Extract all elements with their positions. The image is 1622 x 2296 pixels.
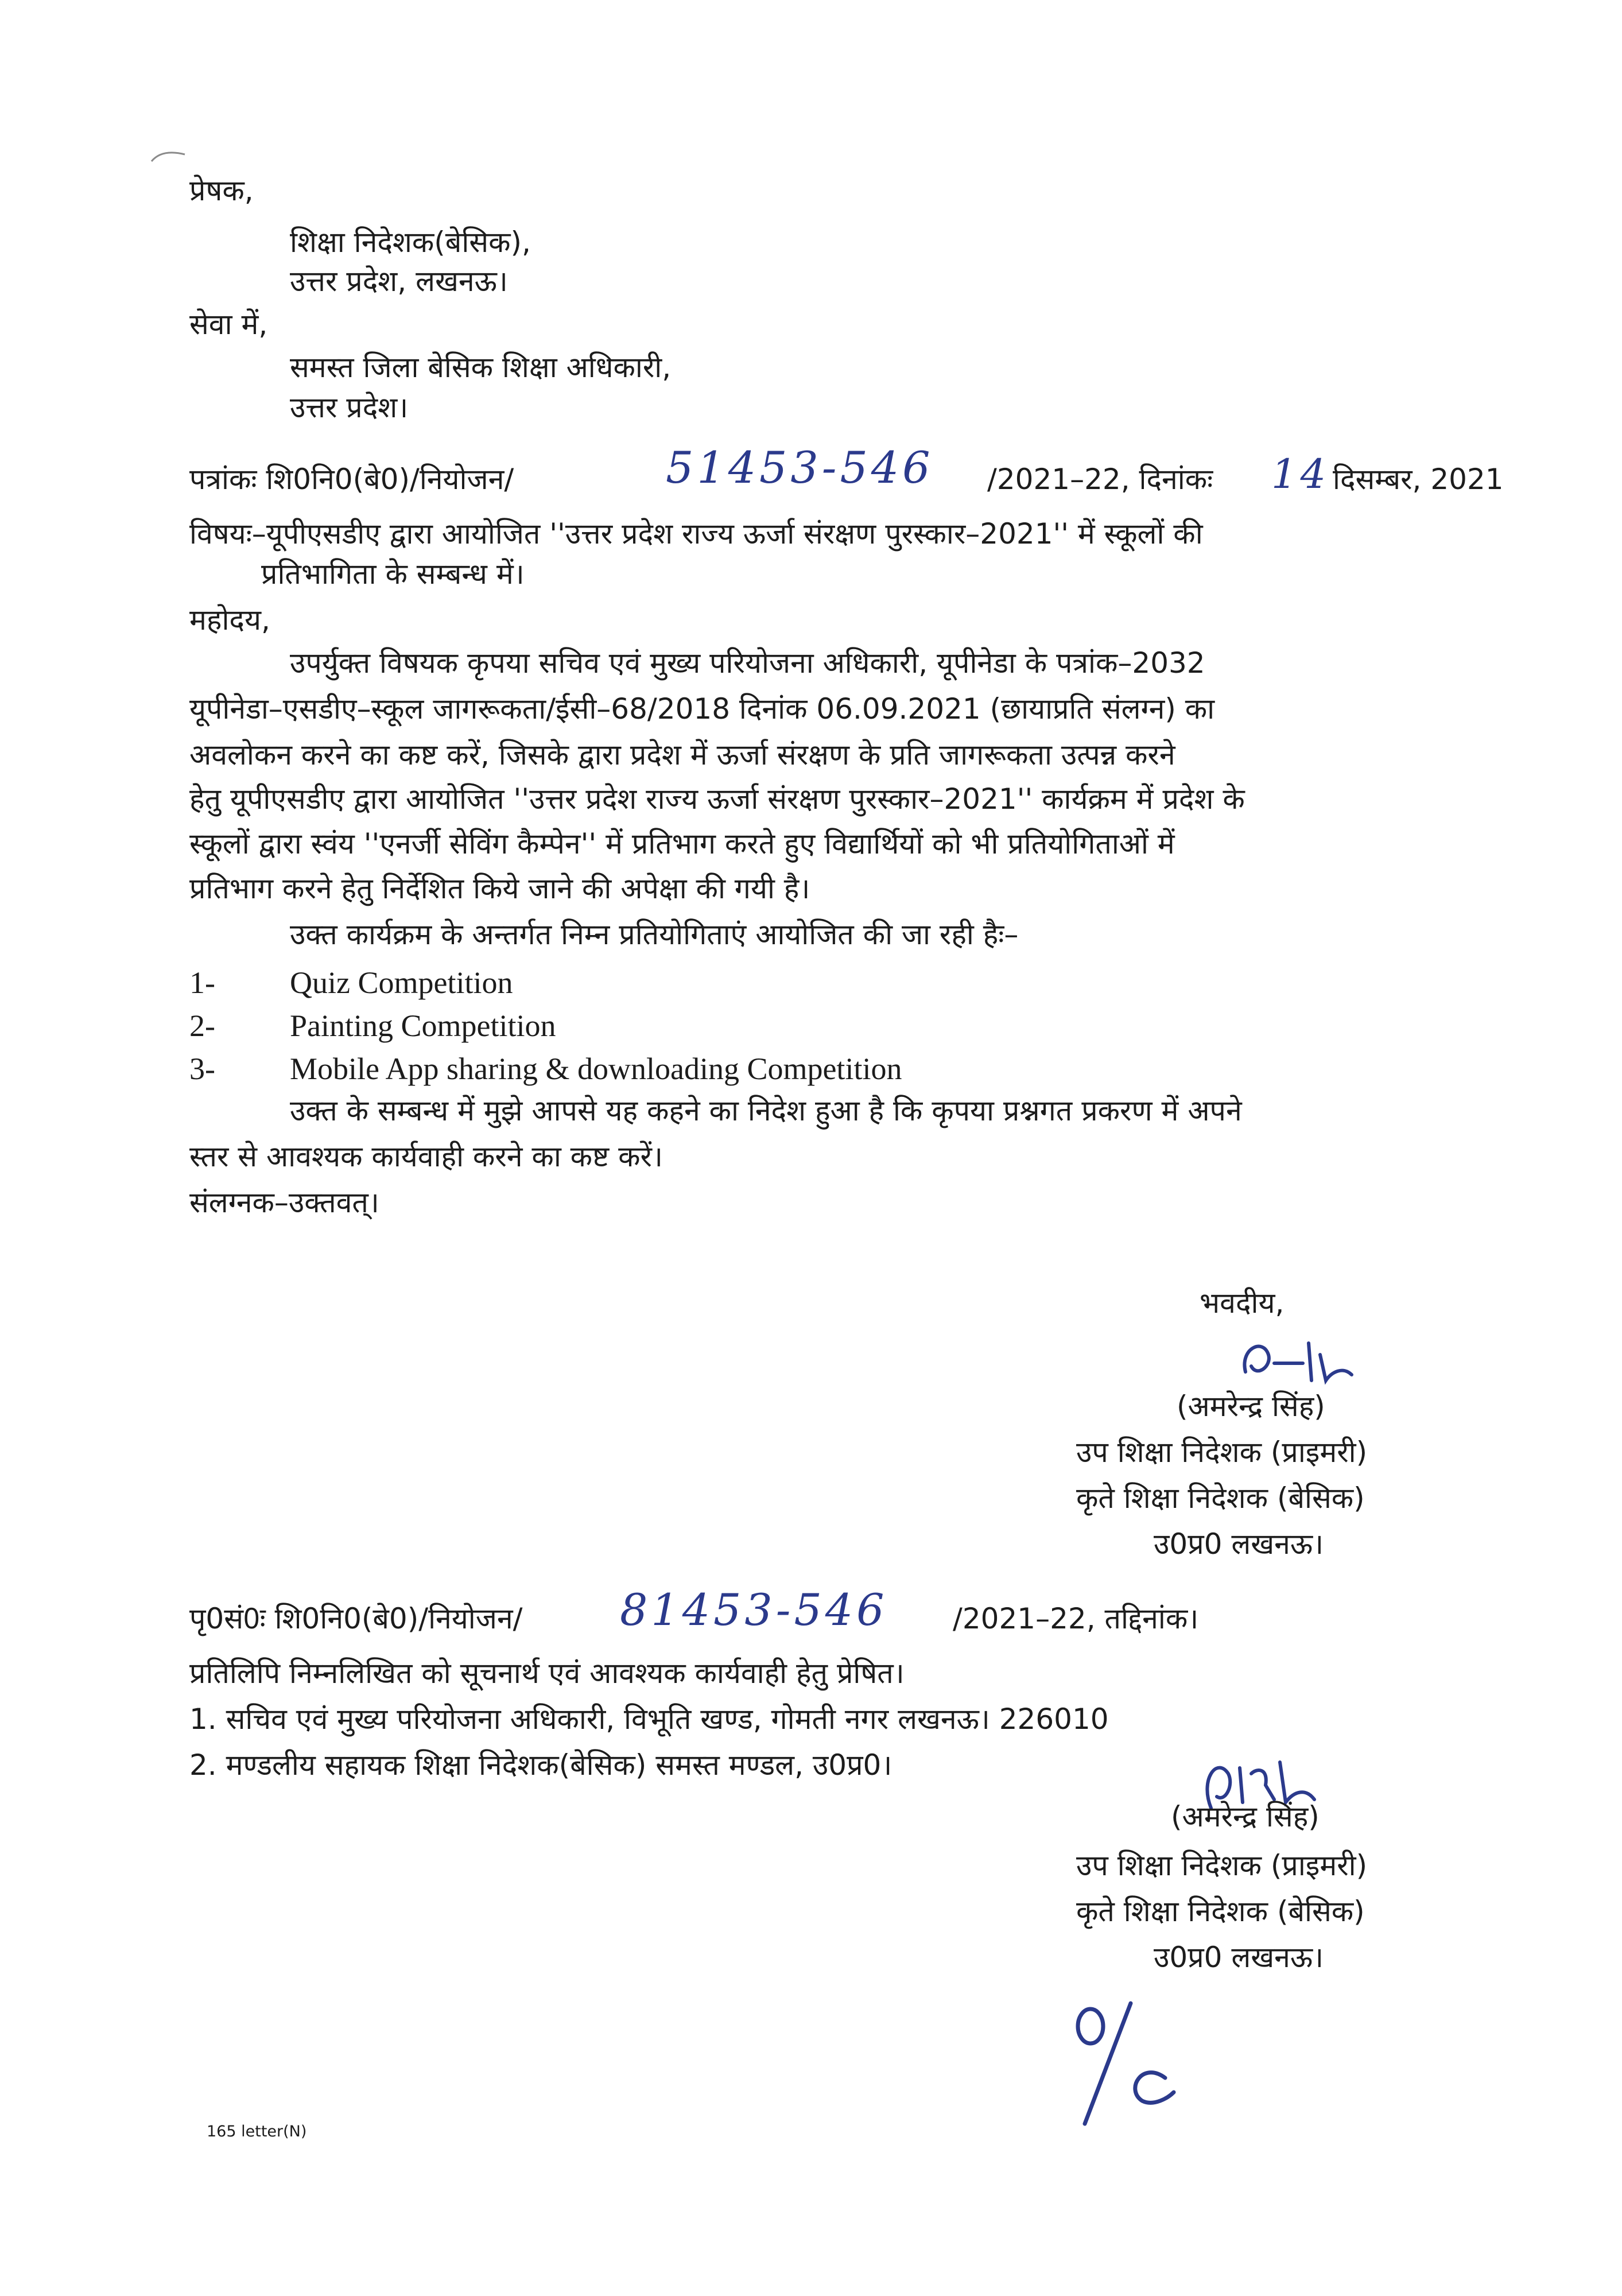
handwritten-endorsement-number: 81453-546 [620,1584,888,1635]
signatory-name: (अमरेन्द्र सिंह) [1177,1390,1325,1423]
subject-line-2: प्रतिभागिता के सम्बन्ध में। [261,557,525,591]
closing-text: भवदीय, [1200,1286,1285,1320]
paragraph-1-line: हेतु यूपीएसडीए द्वारा आयोजित ''उत्तर प्रदेश राज्य ऊर्जा संरक्षण पुरस्कार–2021'' कार्यक्रम में प्रदेश के [189,782,1245,816]
signatory-designation: उप शिक्षा निदेशक (प्राइमरी) [1076,1436,1368,1469]
recipient-line-2: उत्तर प्रदेश। [290,391,409,424]
recipient-line-1: समस्त जिला बेसिक शिक्षा अधिकारी, [290,351,672,384]
reference-suffix: /2021–22, दिनांकः [987,463,1213,496]
subject-line-1: विषयः–यूपीएसडीए द्वारा आयोजित ''उत्तर प्रदेश राज्य ऊर्जा संरक्षण पुरस्कार–2021'' में स्कूलों की [189,517,1203,550]
competition-label: Painting Competition [290,1009,556,1043]
competition-number: 1- [189,965,215,1000]
footer-file-ref: 165 letter(N) [207,2123,307,2140]
signatory-2-name: (अमरेन्द्र सिंह) [1171,1800,1320,1833]
sender-label: प्रेषक, [189,174,254,207]
signatory-2-for-line: कृते शिक्षा निदेशक (बेसिक) [1076,1895,1365,1928]
competition-number: 3- [189,1052,215,1086]
copy-intro: प्रतिलिपि निम्नलिखित को सूचनार्थ एवं आवश्यक कार्यवाही हेतु प्रेषित। [189,1657,905,1690]
competition-label: Mobile App sharing & downloading Competition [290,1052,902,1086]
paragraph-2: उक्त कार्यक्रम के अन्तर्गत निम्न प्रतियोगिताएं आयोजित की जा रही हैः– [290,918,1019,951]
signatory-2-designation: उप शिक्षा निदेशक (प्राइमरी) [1076,1849,1368,1882]
endorsement-prefix: पृ0सं0ः शि0नि0(बे0)/नियोजन/ [189,1602,523,1635]
corner-scan-mark [150,146,191,164]
paragraph-1-line: यूपीनेडा–एसडीए–स्कूल जागरूकता/ईसी–68/2018 दिनांक 06.09.2021 (छायाप्रति संलग्न) का [189,692,1215,726]
paragraph-1-line: उपर्युक्त विषयक कृपया सचिव एवं मुख्य परियोजना अधिकारी, यूपीनेडा के पत्रांक–2032 [290,646,1205,680]
paragraph-3-line-2: स्तर से आवश्यक कार्यवाही करने का कष्ट करें। [189,1140,663,1173]
copy-recipient-item: 2. मण्डलीय सहायक शिक्षा निदेशक(बेसिक) समस्त मण्डल, उ0प्र0। [189,1748,893,1782]
oc-handwritten-mark [1068,1992,1182,2135]
recipient-label: सेवा में, [189,308,268,341]
signature-1 [1234,1332,1366,1395]
endorsement-suffix: /2021–22, तद्दिनांक। [953,1602,1199,1635]
sender-line-2: उत्तर प्रदेश, लखनऊ। [290,265,508,298]
copy-recipient-item: 1. सचिव एवं मुख्य परियोजना अधिकारी, विभूति खण्ड, गोमती नगर लखनऊ। 226010 [189,1702,1109,1736]
enclosure-note: संलग्नक–उक्तवत्। [189,1186,379,1219]
signatory-place: उ0प्र0 लखनऊ। [1154,1527,1324,1561]
handwritten-letter-number: 51453-546 [666,442,934,493]
reference-prefix: पत्रांकः शि0नि0(बे0)/नियोजन/ [189,463,514,496]
paragraph-1-line: स्कूलों द्वारा स्वंय ''एनर्जी सेविंग कैम्पेन'' में प्रतिभाग करते हुए विद्यार्थियों को भी प्रतियोगिताओं में [189,827,1175,860]
paragraph-1-line: प्रतिभाग करने हेतु निर्देशित किये जाने की अपेक्षा की गयी है। [189,872,810,905]
competition-label: Quiz Competition [290,965,513,1000]
signatory-for-line: कृते शिक्षा निदेशक (बेसिक) [1076,1481,1365,1515]
handwritten-day: 14 [1271,451,1330,498]
paragraph-1-line: अवलोकन करने का कष्ट करें, जिसके द्वारा प्रदेश में ऊर्जा संरक्षण के प्रति जागरूकता उत्पन्न करने [189,738,1175,771]
reference-month-year: दिसम्बर, 2021 [1333,463,1504,496]
sender-line-1: शिक्षा निदेशक(बेसिक), [290,226,531,259]
signatory-2-place: उ0प्र0 लखनऊ। [1154,1941,1324,1974]
salutation: महोदय, [189,603,270,637]
paragraph-3-line-1: उक्त के सम्बन्ध में मुझे आपसे यह कहने का निदेश हुआ है कि कृपया प्रश्नगत प्रकरण में अपने [290,1094,1242,1127]
competition-number: 2- [189,1009,215,1043]
